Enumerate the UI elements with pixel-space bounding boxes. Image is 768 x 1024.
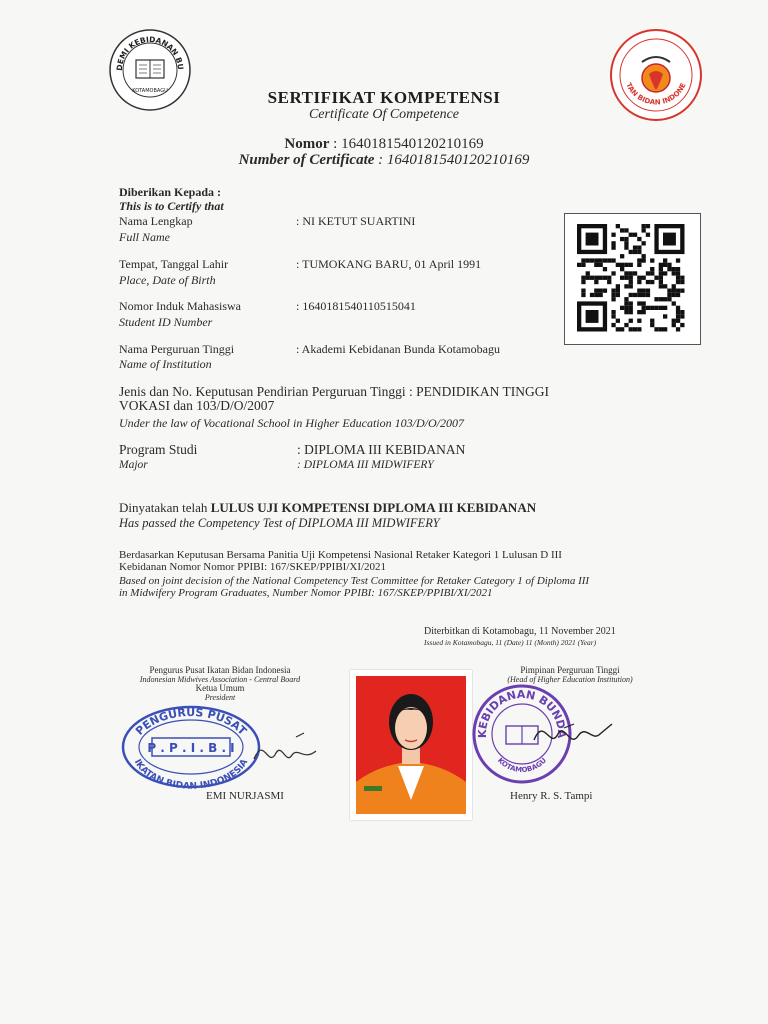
decision-line-2: Kebidanan Nomor Nomor PPIBI: 167/SKEP/PPIBI/XI/2021 xyxy=(119,561,387,573)
major-label: Major xyxy=(119,459,148,471)
passed-line-en: Has passed the Competency Test of DIPLOMA III MIDWIFERY xyxy=(119,516,440,530)
full-name-label: Nama Lengkap xyxy=(119,214,193,228)
law-line-2: VOKASI dan 103/D/O/2007 xyxy=(119,398,275,413)
decision-line-2-en: in Midwifery Program Graduates, Number Nomor PPIBI: 167/SKEP/PPIBI/XI/2021 xyxy=(119,587,493,599)
svg-text:KOTAMOBAGU: KOTAMOBAGU xyxy=(132,88,168,94)
student-id-label-en: Student ID Number xyxy=(119,315,213,329)
svg-text:IKATAN BIDAN INDONESIA: IKATAN BIDAN INDONESIA xyxy=(131,757,251,792)
left-signatory-block xyxy=(110,666,330,702)
right-org: Pimpinan Perguruan Tinggi xyxy=(520,665,620,675)
institution-label: Nama Perguruan Tinggi xyxy=(119,342,235,356)
institution-label-en: Name of Institution xyxy=(119,357,212,371)
svg-text:IKATAN BIDAN INDONESIA: TAN BIDAN INDONE xyxy=(624,81,688,107)
student-id-value: : 1640181540110515041 xyxy=(296,299,416,313)
passed-line xyxy=(119,500,536,516)
given-heading-en: This is to Certify that xyxy=(119,199,224,213)
ppibi-stamp xyxy=(116,702,266,792)
left-signature xyxy=(250,725,320,775)
issued-line: Diterbitkan di Kotamobagu, 11 November 2021 xyxy=(424,626,616,637)
passed-bold: LULUS UJI KOMPETENSI DIPLOMA III KEBIDANAN xyxy=(210,500,537,515)
left-role-en: President xyxy=(204,693,236,702)
birth-label: Tempat, Tanggal Lahir xyxy=(119,257,229,271)
certificate-number-line: Number of Certificate : 1640181540120210169 xyxy=(238,152,530,168)
nomor-line: Nomor : 1640181540120210169 xyxy=(284,136,484,152)
program-label: Program Studi xyxy=(119,442,198,457)
nomor-label: Nomor xyxy=(284,136,330,152)
right-org-en: (Head of Higher Education Institution) xyxy=(507,675,633,684)
nomor-value: 1640181540120210169 xyxy=(341,136,484,152)
right-signatory-name: Henry R. S. Tampi xyxy=(510,790,593,802)
certificate-number-label: Number of Certificate xyxy=(238,152,375,168)
left-role: Ketua Umum xyxy=(195,683,245,693)
student-photo xyxy=(350,670,472,820)
program-value: : DIPLOMA III KEBIDANAN xyxy=(297,442,466,457)
certificate-number-value: 1640181540120210169 xyxy=(386,152,530,168)
svg-text:KEBIDANAN BUNDA: KEBIDANAN BUNDA xyxy=(475,687,569,739)
given-heading: Diberikan Kepada : xyxy=(119,185,222,199)
svg-text:P . P . I . B . I: P . P . I . B . I xyxy=(147,741,235,755)
svg-text:PENGURUS PUSAT: PENGURUS PUSAT xyxy=(133,706,249,738)
decision-line-1-en: Based on joint decision of the National Competency Test Committee for Retaker Category 1 of Diploma III xyxy=(119,575,590,587)
full-name-label-en: Full Name xyxy=(119,230,170,244)
student-id-label: Nomor Induk Mahasiswa xyxy=(119,299,241,313)
academy-logo-text: DEMI KEBIDANAN BU xyxy=(114,34,186,72)
certificate-subtitle: Certificate Of Competence xyxy=(308,107,460,122)
decision-line-1: Berdasarkan Keputusan Bersama Panitia Uji Kompetensi Nasional Retaker Kategori 1 Lulusan D III xyxy=(119,549,562,561)
qr-code xyxy=(564,213,701,345)
birth-label-en: Place, Date of Birth xyxy=(119,273,216,287)
issued-line-en: Issued in Kotamobagu, 11 (Date) 11 (Month) 2021 (Year) xyxy=(424,638,597,647)
law-line-1: Jenis dan No. Keputusan Pendirian Perguruan Tinggi : PENDIDIKAN TINGGI xyxy=(119,384,549,399)
left-signatory-name: EMI NURJASMI xyxy=(206,790,284,802)
left-org: Pengurus Pusat Ikatan Bidan Indonesia xyxy=(149,665,291,675)
certificate-title: SERTIFIKAT KOMPETENSI xyxy=(267,88,501,107)
right-signature xyxy=(528,710,618,760)
full-name-value: : NI KETUT SUARTINI xyxy=(296,214,416,228)
left-org-en: Indonesian Midwives Association - Central Board xyxy=(139,675,301,684)
passed-prefix: Dinyatakan telah xyxy=(119,500,211,515)
major-value: : DIPLOMA III MIDWIFERY xyxy=(297,459,434,471)
svg-text:KOTAMOBAGU: KOTAMOBAGU xyxy=(495,756,549,775)
birth-value: : TUMOKANG BARU, 01 April 1991 xyxy=(296,257,482,271)
law-line-en: Under the law of Vocational School in Higher Education 103/D/O/2007 xyxy=(119,416,464,430)
institution-value: : Akademi Kebidanan Bunda Kotamobagu xyxy=(296,342,500,356)
